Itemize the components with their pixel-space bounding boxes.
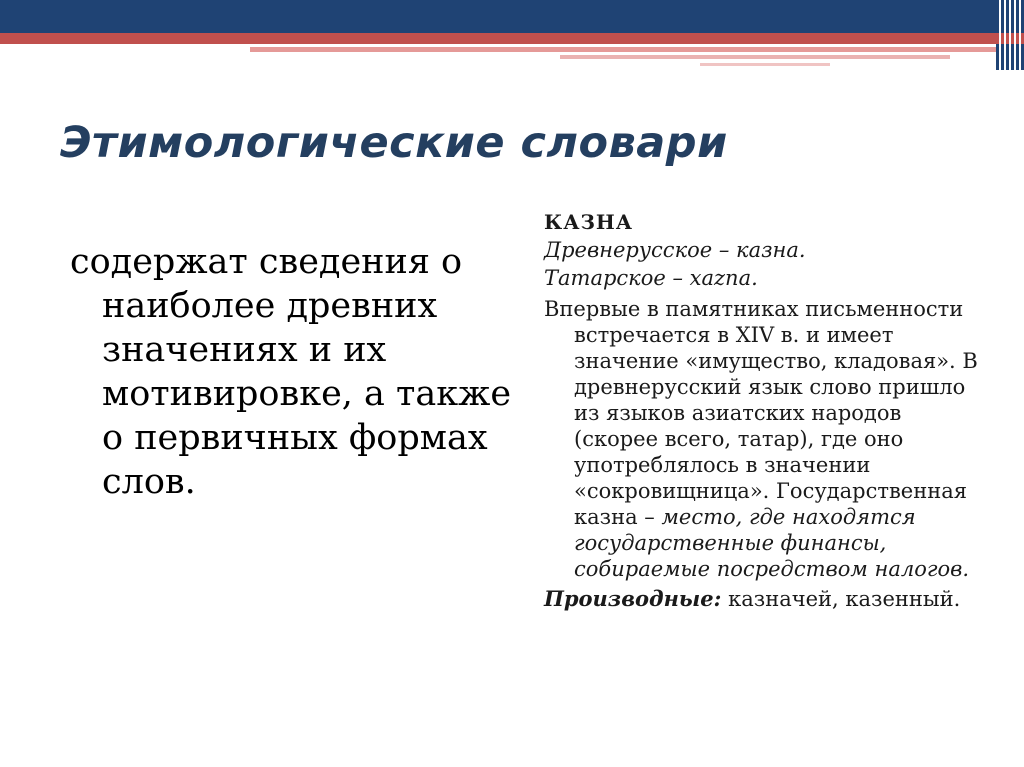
header-stripes-red: [996, 33, 1024, 44]
entry-derivatives: [544, 586, 984, 612]
slide-title: Этимологические словари: [60, 118, 728, 168]
entry-tatar: Татарское – хаzna.: [544, 266, 758, 290]
left-description: содержат сведения о наиболее древних значениях и их мотивировке, а также о первичных формах слов.: [70, 242, 512, 502]
derivatives-label: Производные:: [544, 586, 722, 611]
dictionary-entry: [544, 208, 984, 612]
entry-description-italic: место, где находятся государственные финансы, собираемые посредством налогов.: [574, 505, 970, 581]
header-band-red: [0, 33, 1000, 44]
derivatives-list: казначей, казенный.: [728, 587, 961, 611]
entry-old-russian: Древнерусское – казна.: [544, 238, 806, 262]
header-band-pink: [250, 47, 1000, 52]
entry-description-plain: Впервые в памятниках письменности встречается в XIV в. и имеет значение «имущество, кладовая». В древнерусский язык слово пришло из языков азиатских народов (скорее всего, татар), где оно употреблялось в значении «сокровищница». Государственная казна –: [544, 297, 978, 529]
entry-headword: КАЗНА: [544, 210, 634, 234]
header-band-blue: [0, 0, 1024, 33]
header-band-pink-3: [700, 63, 830, 66]
header-band-pink-2: [560, 55, 950, 59]
entry-description: [544, 296, 984, 582]
